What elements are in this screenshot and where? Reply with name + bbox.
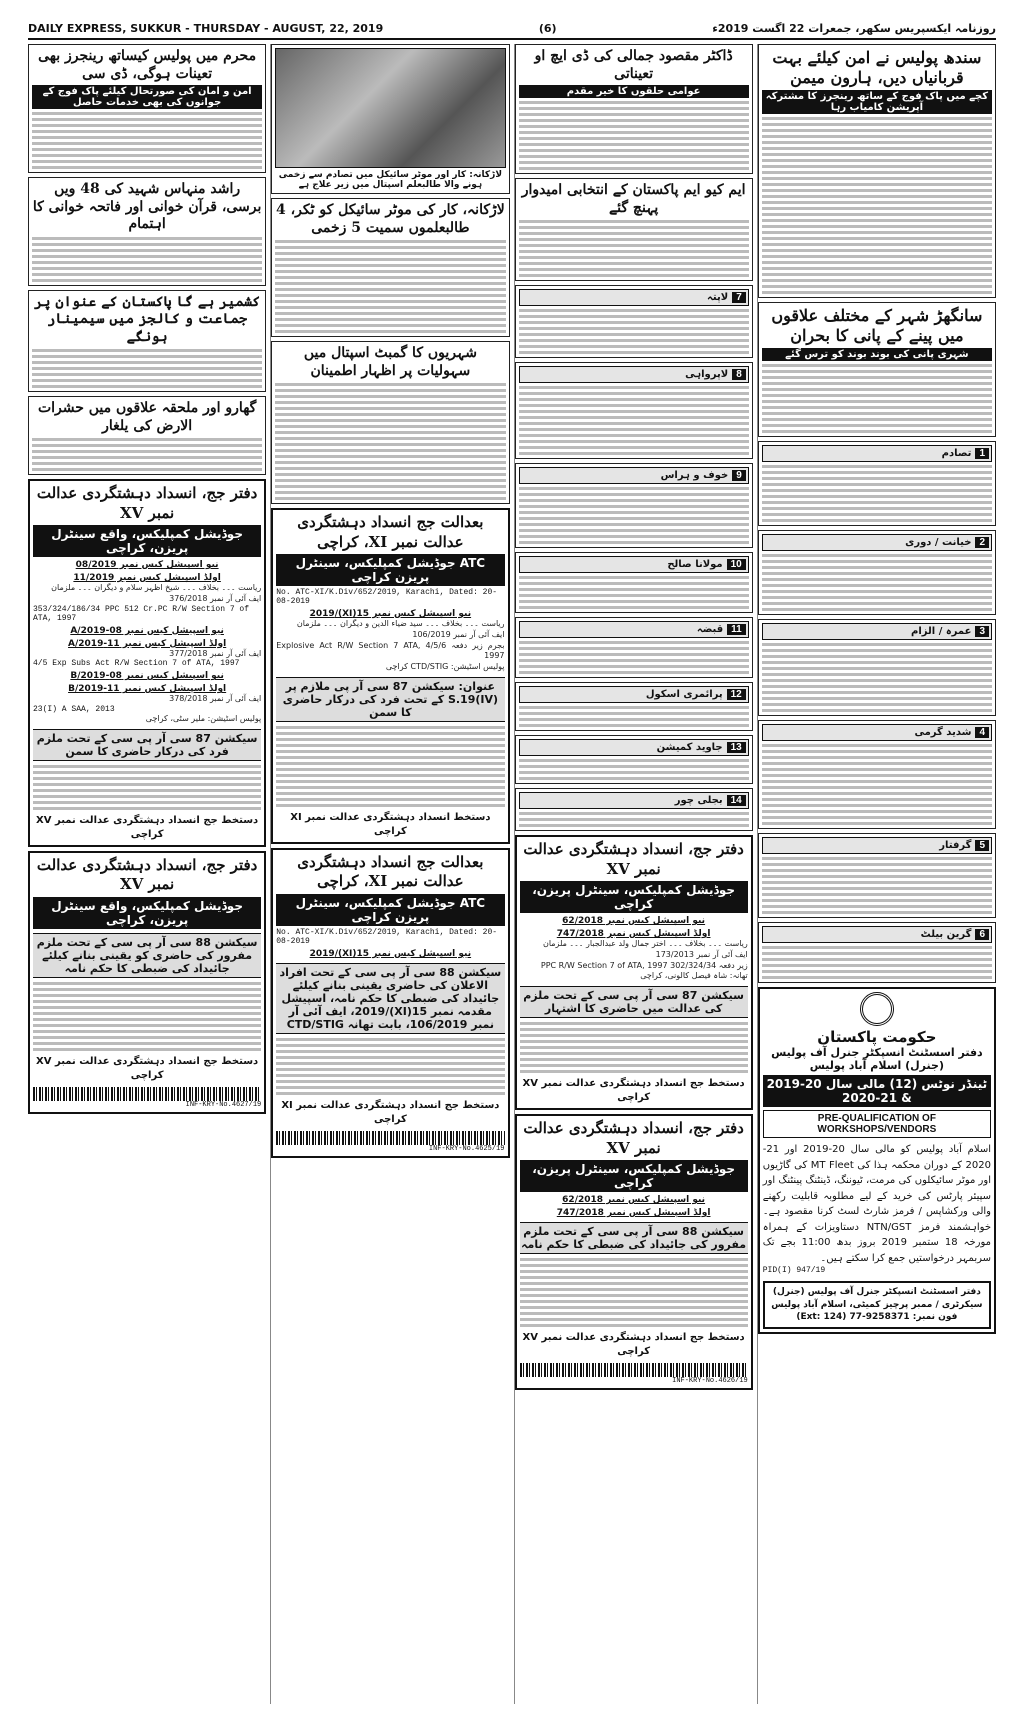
footer-office: دفتر اسسٹنٹ انسپکٹر جنرل آف پولیس (جنرل) سیکرٹری / ممبر پرچیز کمیٹی، اسلام آباد پولیس bbox=[771, 1287, 983, 1310]
column-4 bbox=[28, 44, 266, 1704]
law-sections: زیر دفعہ 302/324/34 PPC R/W Section 7 of ATA, 1997 bbox=[540, 960, 748, 970]
new-case-number: نیو اسپیشل کیس نمبر 08-B/2019 bbox=[70, 671, 224, 682]
court-subtitle: جوڈیشل کمپلیکس، سینٹرل پریزن، کراچی bbox=[520, 1160, 748, 1192]
reference-number: No. ATC-XI/K.Div/652/2019, Karachi, Dated: 20-08-2019 bbox=[276, 588, 498, 606]
court-title: دفتر جج، انسداد دہشتگردی عدالت نمبر XV bbox=[523, 840, 744, 878]
police-station: تھانہ: شاہ فیصل کالونی، کراچی bbox=[640, 971, 748, 981]
brief-item bbox=[515, 735, 753, 784]
law-sections: بجرم زیر دفعہ 4/5/6 Explosive Act R/W Section 7 ATA, 1997 bbox=[276, 640, 505, 661]
item-title: قبضہ bbox=[696, 624, 724, 635]
court-subtitle: ATC جوڈیشل کمپلیکس، سینٹرل پریزن کراچی bbox=[276, 554, 504, 586]
item-title: بجلی چور bbox=[674, 795, 723, 806]
item-number: 8 bbox=[732, 369, 746, 380]
fir-number: ایف آئی آر نمبر 378/2018 bbox=[169, 694, 262, 704]
old-case-number: اولڈ اسپیشل کیس نمبر 11-B/2019 bbox=[68, 684, 227, 695]
new-case-number: نیو اسپیشل کیس نمبر 62/2018 bbox=[562, 916, 706, 926]
court-title: بعدالت جج انسداد دہشتگردی عدالت نمبر XI، کراچی bbox=[297, 513, 484, 551]
item-number: 7 bbox=[732, 292, 746, 303]
old-case-number: اولڈ اسپیشل کیس نمبر 11/2019 bbox=[73, 573, 221, 583]
brief-item bbox=[515, 617, 753, 678]
brief-item bbox=[515, 682, 753, 731]
case-number: نیو اسپیشل کیس نمبر 15(XI)/2019 bbox=[309, 948, 472, 959]
item-title: شدید گرمی bbox=[914, 727, 972, 738]
brief-item bbox=[758, 922, 996, 983]
new-case-number: نیو اسپیشل کیس نمبر 62/2018 bbox=[562, 1195, 706, 1206]
headline: گھارو اور ملحقہ علاقوں میں حشرات الارض کی یلغار bbox=[37, 400, 257, 434]
tender-body: اسلام آباد پولیس کو مالی سال 20-2019 اور 21-2020 کے دوران محکمہ ہذا کی MT Fleet کی گاڑیوں اور موٹر سائیکلوں کی مرمت، ٹیوننگ، ڈینٹنگ پینٹنگ اور سپیئر پارٹس کی خرید کے لیے مطلوبہ قابلیت رکھنے والی ورکشاپس / فرمز شارٹ لسٹ کرنا مقصود ہے۔ خواہشمند فرمز NTN/GST دستاویزات کے ہمراہ مورخہ 18 ستمبر 2019 بروز بدھ 11:00 بجے تک سربمہر درخواستیں جمع کرا سکتے ہیں۔ bbox=[762, 1144, 992, 1264]
fir-number: ایف آئی آر نمبر 377/2018 bbox=[169, 648, 262, 658]
court-subtitle: ATC جوڈیشل کمپلیکس، سینٹرل پریزن کراچی bbox=[276, 894, 504, 926]
subheadline: شہری پانی کی بوند بوند کو ترس گئے bbox=[762, 348, 992, 361]
pid-number: PID(I) 947/19 bbox=[762, 1266, 826, 1275]
court-subtitle: جوڈیشل کمپلیکس، سینٹرل پریزن، کراچی bbox=[520, 881, 748, 913]
newspaper-page bbox=[28, 18, 996, 1708]
tender-title: ٹینڈر نوٹس (12) مالی سال 20-2019 & 21-2020 bbox=[763, 1075, 991, 1107]
court-subtitle: جوڈیشل کمپلیکس، واقع سینٹرل پریزن، کراچی bbox=[33, 525, 261, 557]
brief-item bbox=[758, 441, 996, 526]
barcode-icon bbox=[276, 1131, 504, 1145]
headline: راشد منہاس شہید کی 48 ویں برسی، قرآن خوانی اور فاتحہ خوانی کا اہتمام bbox=[32, 181, 262, 232]
court-title: دفتر جج، انسداد دہشتگردی عدالت نمبر XV bbox=[36, 484, 258, 522]
signature-block: دستخط جج انسداد دہشتگردی عدالت نمبر XV کراچی bbox=[36, 1055, 259, 1081]
brief-item bbox=[515, 463, 753, 548]
court-title: دفتر جج، انسداد دہشتگردی عدالت نمبر XV bbox=[36, 855, 258, 894]
brief-item bbox=[758, 530, 996, 615]
police-emblem-icon bbox=[860, 992, 894, 1026]
court-notice bbox=[271, 508, 509, 844]
item-title: عمرہ / الزام bbox=[911, 626, 972, 637]
item-number: 4 bbox=[975, 727, 989, 738]
item-title: لاپتہ bbox=[707, 292, 729, 303]
item-number: 11 bbox=[727, 624, 746, 635]
law-sections: 23(I) A SAA, 2013 bbox=[33, 705, 115, 715]
barcode-icon bbox=[33, 1087, 261, 1101]
news-story bbox=[515, 44, 753, 174]
court-notice bbox=[28, 851, 266, 1114]
item-title: گرفتار bbox=[939, 840, 972, 851]
news-story bbox=[515, 178, 753, 281]
brief-item bbox=[515, 552, 753, 613]
news-story bbox=[28, 396, 266, 475]
fir-number: ایف آئی آر نمبر 106/2019 bbox=[412, 629, 505, 639]
footer-phone: فون نمبر: 9258371-77 (Ext: 124) bbox=[796, 1312, 958, 1323]
fir-number: ایف آئی آر نمبر 376/2018 bbox=[169, 593, 262, 603]
column-2 bbox=[514, 44, 753, 1704]
item-title: مولانا صالح bbox=[667, 559, 723, 570]
tender-footer bbox=[763, 1281, 991, 1329]
column-1 bbox=[757, 44, 996, 1704]
news-story bbox=[28, 177, 266, 286]
subheadline: کچے میں پاک فوج کے ساتھ رینجرز کا مشترکہ آپریشن کامیاب رہا bbox=[762, 90, 992, 114]
item-title: جاوید کمیشن bbox=[656, 742, 723, 753]
photo-caption: لاڑکانہ: کار اور موٹر سائیکل میں تصادم سے زخمی ہونے والا طالبعلم اسپتال میں زیر علاج ہے bbox=[278, 170, 503, 190]
court-title: دفتر جج، انسداد دہشتگردی عدالت نمبر XV bbox=[523, 1119, 744, 1157]
section-heading: سیکشن 88 سی آر پی سی کے تحت ملزم مفرور کی حاضری کو یقینی بنانے کیلئے جائیداد کی ضبطی کا حکم نامہ bbox=[33, 933, 261, 978]
masthead bbox=[28, 18, 996, 40]
inf-number: INF-KRY-No.4626/19 bbox=[672, 1377, 748, 1386]
section-heading: سیکشن 88 سی آر پی سی کے تحت ملزم مفرور کی جائیداد کی ضبطی کا حکم نامہ bbox=[520, 1222, 748, 1254]
item-title: تصادم bbox=[941, 448, 972, 459]
court-title: بعدالت جج انسداد دہشتگردی عدالت نمبر XI، کراچی bbox=[297, 852, 484, 891]
court-notice bbox=[515, 1114, 753, 1390]
news-story bbox=[28, 290, 266, 393]
inf-number: INF-KRY-No.4625/19 bbox=[428, 1144, 505, 1153]
court-notice bbox=[28, 479, 266, 847]
section-heading: سیکشن 87 سی آر پی سی کے تحت ملزم فرد کی درکار حاضری کا سمن bbox=[33, 729, 261, 761]
new-case-number: نیو اسپیشل کیس نمبر 08-A/2019 bbox=[70, 625, 224, 636]
masthead-right: روزنامہ ایکسپریس سکھر، جمعرات 22 اگست 2019ء bbox=[712, 21, 996, 35]
subheadline: امن و امان کی صورتحال کیلئے پاک فوج کے جوانوں کی بھی خدمات حاصل bbox=[32, 85, 262, 109]
signature-block: دستخط جج انسداد دہشتگردی عدالت نمبر XV کراچی bbox=[522, 1332, 745, 1358]
old-case-number: اولڈ اسپیشل کیس نمبر 747/2018 bbox=[556, 1208, 711, 1219]
headline: سانگھڑ شہر کے مختلف علاقوں میں پینے کے پانی کا بحران bbox=[771, 306, 983, 345]
court-subtitle: جوڈیشل کمپلیکس، واقع سینٹرل پریزن، کراچی bbox=[33, 897, 261, 929]
item-title: گرین بیلٹ bbox=[920, 929, 972, 940]
item-number: 9 bbox=[732, 470, 746, 481]
headline: کشمیر ہے گا پاکستان کے عنوان پر جماعت و کالجز میں سیمینار ہونگے bbox=[34, 293, 261, 345]
section-heading: عنوان: سیکشن 87 سی آر پی ملازم پر S.19(IV) کے تحت فرد کی درکار حاضری کا سمن bbox=[276, 677, 504, 722]
headline: شہریوں کا گمبٹ اسپتال میں سہولیات پر اظہار اطمینان bbox=[303, 345, 477, 379]
brief-item bbox=[758, 833, 996, 918]
parties: ریاست ۔۔۔ بخلاف ۔۔۔ اختر جمال ولد عبدالجبار ۔۔۔ ملزمان bbox=[542, 939, 748, 948]
headline: محرم میں پولیس کیساتھ رینجرز بھی تعینات ہوگی، ڈی سی bbox=[38, 48, 257, 82]
signature-block: دستخط جج انسداد دہشتگردی عدالت نمبر XI کراچی bbox=[281, 1099, 500, 1125]
item-number: 13 bbox=[727, 742, 746, 753]
police-station: پولیس اسٹیشن: CTD/STIG کراچی bbox=[385, 662, 505, 672]
court-notice bbox=[515, 835, 753, 1110]
item-number: 12 bbox=[727, 689, 746, 700]
masthead-left: DAILY EXPRESS, SUKKUR - THURSDAY - AUGUST, 22, 2019 bbox=[28, 21, 384, 35]
law-sections: 4/5 Exp Subs Act R/W Section 7 of ATA, 1997 bbox=[33, 659, 240, 669]
fir-number: ایف آئی آر نمبر 173/2013 bbox=[655, 949, 748, 959]
section-heading: سیکشن 87 سی آر پی سی کے تحت ملزم کی عدالت میں حاضری کا اشتہار bbox=[520, 986, 748, 1018]
prequalification-title: PRE-QUALIFICATION OF WORKSHOPS/VENDORS bbox=[763, 1110, 991, 1138]
reference-number: No. ATC-XI/K.Div/652/2019, Karachi, Dated: 20-08-2019 bbox=[276, 927, 498, 946]
old-case-number: اولڈ اسپیشل کیس نمبر 747/2018 bbox=[556, 929, 711, 939]
column-3 bbox=[270, 44, 509, 1704]
item-number: 1 bbox=[975, 448, 989, 459]
headline: لاڑکانہ، کار کی موٹر سائیکل کو ٹکر، 4 طالبعلموں سمیت 5 زخمی bbox=[275, 202, 505, 236]
case-number: نیو اسپیشل کیس نمبر 15(XI)/2019 bbox=[309, 609, 472, 619]
headline: سندھ پولیس نے امن کیلئے بہت قربانیاں دیں، ہارون میمن bbox=[772, 48, 982, 87]
photo-story bbox=[271, 44, 509, 194]
signature-block: دستخط جج انسداد دہشتگردی عدالت نمبر XV کراچی bbox=[36, 814, 259, 840]
government-tender-ad bbox=[758, 987, 996, 1334]
barcode-icon bbox=[520, 1363, 748, 1377]
parties: ریاست ۔۔۔ بخلاف ۔۔۔ سید ضیاء الدین و دیگران ۔۔۔ ملزمان bbox=[296, 619, 505, 628]
section-heading: سیکشن 88 سی آر پی سی کے تحت افراد الاعلان کی حاضری یقینی بنانے کیلئے جائیداد کی ضبطی کا حکم نامہ، اسپیشل مقدمہ نمبر 15(XI)/2019، ایف آئی آر نمبر 106/2019، بابت تھانہ CTD/STIG bbox=[276, 963, 504, 1034]
news-story bbox=[271, 341, 509, 504]
subheadline: عوامی حلقوں کا خیر مقدم bbox=[519, 85, 749, 98]
news-photo bbox=[275, 48, 505, 168]
gov-title: حکومت پاکستان bbox=[817, 1028, 937, 1046]
parties: ریاست ۔۔۔ بخلاف ۔۔۔ شیخ اظہر سلام و دیگران ۔۔۔ ملزمان bbox=[51, 583, 262, 592]
item-number: 3 bbox=[975, 626, 989, 637]
signature-block: دستخط انسداد دہشتگردی عدالت نمبر XI کراچی bbox=[290, 811, 491, 837]
news-story bbox=[271, 198, 509, 337]
item-title: پرائمری اسکول bbox=[645, 689, 723, 700]
news-story bbox=[28, 44, 266, 173]
item-title: خوف و ہراس bbox=[660, 470, 729, 481]
item-number: 6 bbox=[975, 929, 989, 940]
signature-block: دستخط جج انسداد دہشتگردی عدالت نمبر XV کراچی bbox=[522, 1078, 745, 1104]
new-case-number: نیو اسپیشل کیس نمبر 08/2019 bbox=[75, 560, 219, 570]
inf-number: INF-KRY-No.4627/19 bbox=[185, 1100, 262, 1109]
news-story bbox=[758, 302, 996, 437]
brief-item bbox=[515, 788, 753, 831]
brief-item bbox=[758, 619, 996, 716]
item-number: 14 bbox=[727, 795, 746, 806]
headline: ڈاکٹر مقصود جمالی کی ڈی ایچ او تعیناتی bbox=[534, 48, 733, 82]
item-number: 10 bbox=[727, 559, 746, 570]
brief-item bbox=[758, 720, 996, 829]
headline: ایم کیو ایم پاکستان کے انتخابی امیدوار پہنچ گئے bbox=[521, 182, 746, 216]
old-case-number: اولڈ اسپیشل کیس نمبر 11-A/2019 bbox=[68, 638, 227, 649]
police-station: پولیس اسٹیشن: ملیر سٹی، کراچی bbox=[145, 714, 262, 724]
law-sections: 353/324/186/34 PPC 512 Cr.PC R/W Section 7 of ATA, 1997 bbox=[33, 604, 250, 623]
page-number: (6) bbox=[538, 21, 557, 35]
item-number: 5 bbox=[975, 840, 989, 851]
item-number: 2 bbox=[975, 537, 989, 548]
brief-item bbox=[515, 362, 753, 459]
item-title: لاپرواہی bbox=[685, 369, 729, 380]
gov-office: دفتر اسسٹنٹ انسپکٹر جنرل آف پولیس (جنرل) اسلام آباد پولیس bbox=[771, 1046, 983, 1072]
news-story bbox=[758, 44, 996, 298]
item-title: خیانت / دوری bbox=[905, 537, 972, 548]
court-notice bbox=[271, 848, 509, 1158]
brief-item bbox=[515, 285, 753, 358]
